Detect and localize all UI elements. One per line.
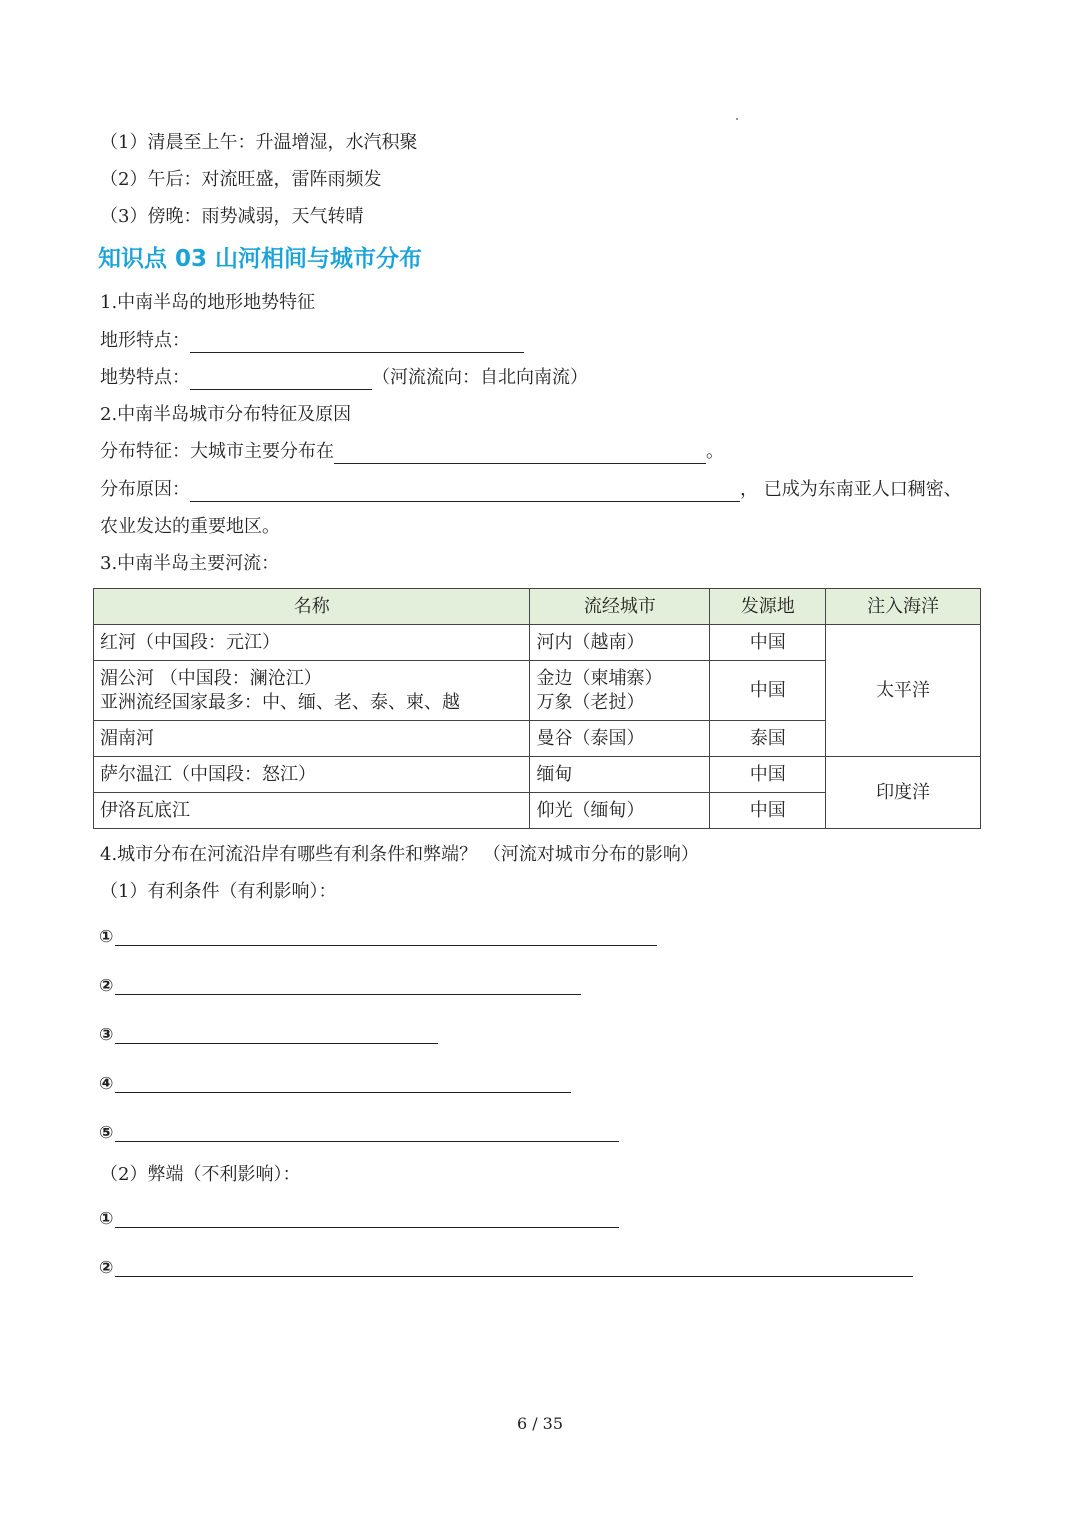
adv-answer-4 [99,1073,571,1093]
table-row [94,757,981,793]
speck [736,118,738,120]
dist-label: 分布特征：大城市主要分布在 [100,441,334,462]
q1-title: 1.中南半岛的地形地势特征 [100,292,316,313]
reason-blank[interactable] [190,481,740,502]
header-name: 名称 [94,589,530,625]
slope-label: 地势特点： [100,367,190,388]
terrain-row [100,329,524,353]
answer-line[interactable] [115,1209,619,1228]
adv-label: （1）有利条件（有利影响）： [100,881,337,902]
slope-note: （河流流向：自北向南流） [372,367,588,388]
intro-item-2: （2）午后：对流旺盛，雷阵雨频发 [100,169,382,190]
marker: ② [99,1258,114,1278]
dis-answer-2 [99,1257,913,1277]
answer-line[interactable] [115,1123,619,1142]
marker: ② [99,976,114,996]
dist-row [100,440,724,464]
river-city: 缅甸 [530,757,710,793]
header-ocean: 注入海洋 [826,589,981,625]
river-city-line2: 万象（老挝） [536,691,645,713]
section-title: 知识点 03 山河相间与城市分布 [98,246,423,272]
answer-line[interactable] [115,1025,438,1044]
reason-tail: ， 已成为东南亚人口稠密、 [740,479,962,500]
answer-line[interactable] [115,1074,571,1093]
dis-answer-1 [99,1208,619,1228]
answer-line[interactable] [115,1258,913,1277]
slope-blank[interactable] [190,369,372,390]
river-city [530,661,710,721]
answer-line[interactable] [115,976,581,995]
river-source: 中国 [710,793,826,829]
river-name [94,661,530,721]
river-name: 伊洛瓦底江 [94,793,530,829]
slope-row [100,366,588,390]
adv-answer-2 [99,975,581,995]
dis-label: （2）弊端（不利影响）： [100,1164,301,1185]
river-name: 红河（中国段：元江） [94,625,530,661]
adv-answer-3 [99,1024,438,1044]
terrain-label: 地形特点： [100,330,190,351]
river-source: 中国 [710,625,826,661]
header-source: 发源地 [710,589,826,625]
adv-answer-1 [99,926,657,946]
river-source: 泰国 [710,721,826,757]
river-city: 河内（越南） [530,625,710,661]
river-name-line1: 湄公河 （中国段：澜沧江） [100,667,322,689]
header-city: 流经城市 [530,589,710,625]
answer-line[interactable] [115,927,657,946]
river-source: 中国 [710,661,826,721]
dist-blank[interactable] [334,443,706,464]
marker: ① [99,1209,114,1229]
adv-answer-5 [99,1122,619,1142]
marker: ④ [99,1074,114,1094]
marker: ① [99,927,114,947]
river-city: 曼谷（泰国） [530,721,710,757]
river-city-line1: 金边（柬埔寨） [536,667,663,689]
table-header [94,589,981,625]
marker: ③ [99,1025,114,1045]
reason-label: 分布原因： [100,479,190,500]
dist-end: 。 [706,441,724,462]
rivers-table [93,588,981,829]
q3-title: 3.中南半岛主要河流： [100,553,280,574]
page-number: 6 / 35 [516,1414,564,1433]
q2-title: 2.中南半岛城市分布特征及原因 [100,404,352,425]
reason-row [100,478,962,502]
ocean-indian: 印度洋 [826,757,981,829]
marker: ⑤ [99,1123,114,1143]
ocean-pacific: 太平洋 [826,625,981,757]
q4-title: 4.城市分布在河流沿岸有哪些有利条件和弊端？ （河流对城市分布的影响） [100,844,699,865]
reason-line2: 农业发达的重要地区。 [100,516,280,537]
river-name: 湄南河 [94,721,530,757]
table-row [94,625,981,661]
river-source: 中国 [710,757,826,793]
terrain-blank[interactable] [190,332,524,353]
river-name-line2: 亚洲流经国家最多：中、缅、老、泰、柬、越 [100,691,460,713]
intro-item-3: （3）傍晚：雨势减弱，天气转晴 [100,206,364,227]
river-city: 仰光（缅甸） [530,793,710,829]
river-name: 萨尔温江（中国段：怒江） [94,757,530,793]
intro-item-1: （1）清晨至上午：升温增湿，水汽积聚 [100,132,418,153]
